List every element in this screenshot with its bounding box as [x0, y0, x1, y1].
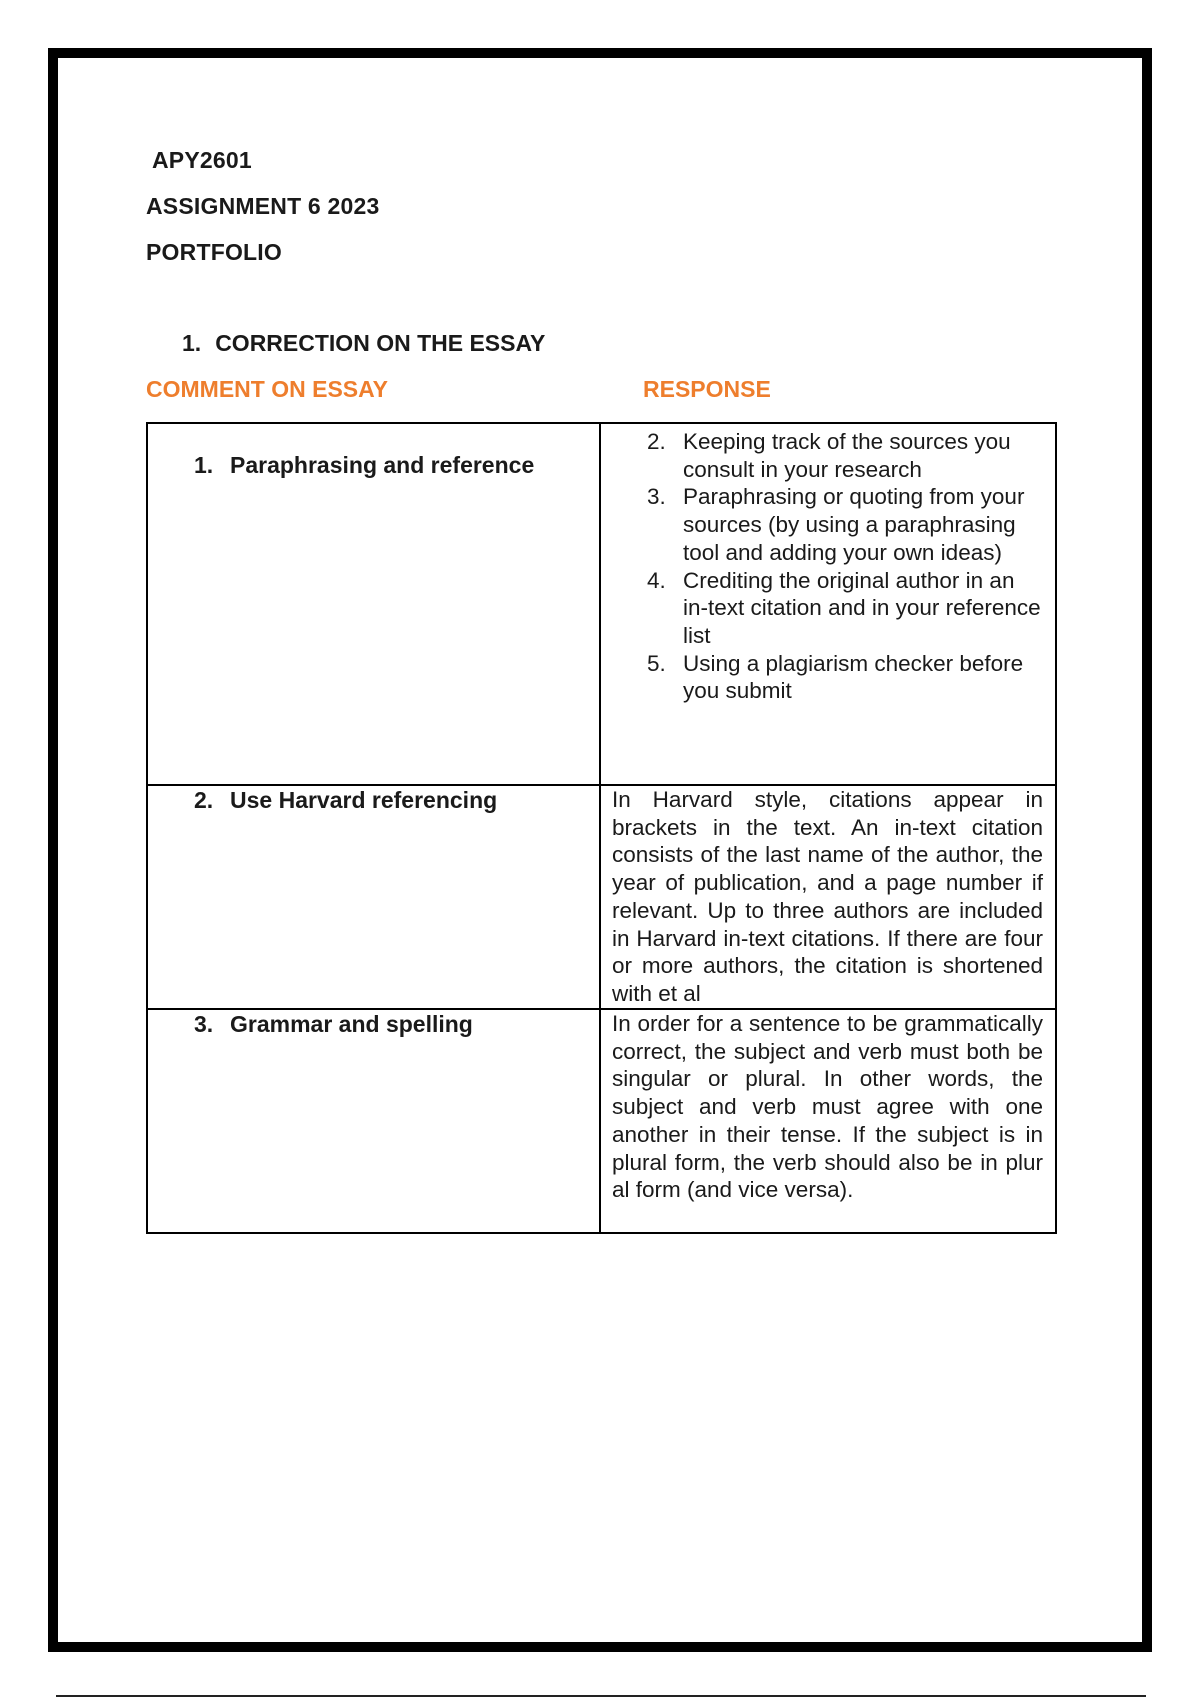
response-text: In Harvard style, citations appear in brackets in the text. An in-text citation consists of the last name of the author, the year of publication, and a page number if relevant. Up to three authors are included in Harvard in-text citations. If there are four or more authors, the citation is shortened with et al [612, 787, 1043, 1006]
section-title-text: CORRECTION ON THE ESSAY [215, 330, 546, 356]
comment-text: 1. Paraphrasing and reference [194, 452, 535, 478]
response-cell [600, 423, 1056, 785]
response-text: In order for a sentence to be grammatically correct, the subject and verb must both be singular or plural. In other words, the subject and verb must agree with one another in their tense. If the subject is in plural form, the verb should also be in plur al form (and vice versa). [612, 1011, 1043, 1203]
list-item: 5. Using a plagiarism checker before you submit [647, 650, 1024, 704]
comment-cell [147, 423, 600, 785]
course-code: APY2601 [152, 147, 252, 173]
comment-text: 3. Grammar and spelling [194, 1011, 473, 1037]
section-number: 1. [182, 330, 202, 356]
list-item: 2. Keeping track of the sources you consult in your research [647, 429, 1011, 482]
response-cell [600, 1009, 1056, 1233]
comment-cell [147, 785, 600, 1009]
assignment-title: ASSIGNMENT 6 2023 [146, 193, 380, 219]
table-row [147, 423, 1056, 785]
section-heading [182, 330, 545, 357]
list-item: 4. Crediting the original author in an in-text citation and in your reference list [647, 567, 1041, 648]
footer-rule [56, 1695, 1146, 1697]
essay-correction-table [146, 422, 1057, 1234]
table-row [147, 1009, 1056, 1233]
response-cell [600, 785, 1056, 1009]
comment-cell [147, 1009, 600, 1233]
list-item: 3. Paraphrasing or quoting from your sources (by using a paraphrasing tool and adding your own ideas) [647, 484, 1025, 565]
table-row [147, 785, 1056, 1009]
response-list [601, 424, 1055, 705]
comment-column-heading: COMMENT ON ESSAY [146, 376, 388, 402]
response-column-heading: RESPONSE [643, 376, 771, 402]
portfolio-label: PORTFOLIO [146, 239, 282, 265]
comment-text: 2. Use Harvard referencing [194, 787, 498, 813]
